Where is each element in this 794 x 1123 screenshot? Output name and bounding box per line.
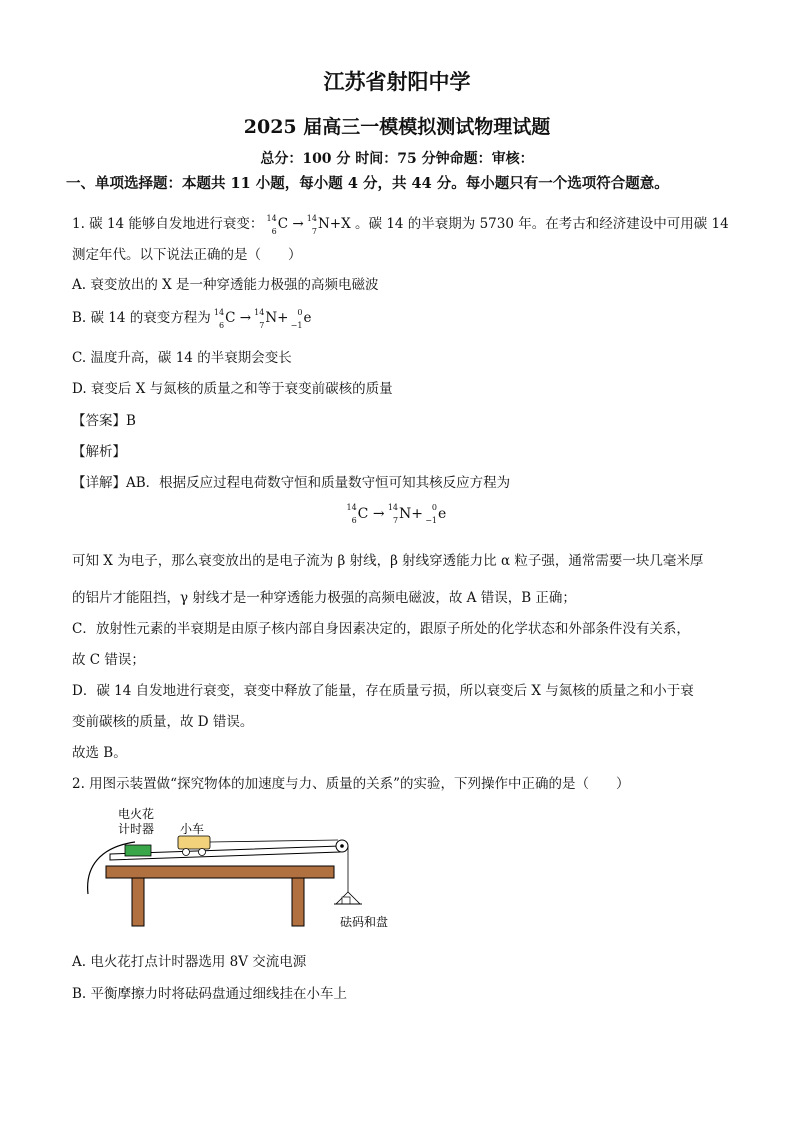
q1-stem-line1 bbox=[72, 212, 729, 235]
plus: + bbox=[277, 310, 289, 326]
arrow: → bbox=[372, 506, 385, 522]
q1-stem-a: 1. 碳 14 能够自发地进行衰变： bbox=[72, 216, 264, 232]
q1-detail-7: 变前碳核的质量，故 D 错误。 bbox=[72, 714, 254, 730]
pulley-axle bbox=[340, 844, 344, 848]
table-top bbox=[106, 866, 334, 878]
q1-analysis-label: 【解析】 bbox=[72, 444, 126, 460]
timer-label-2: 计时器 bbox=[118, 822, 155, 836]
e-mass: 0 bbox=[297, 307, 303, 317]
c-symbol: C bbox=[225, 310, 236, 326]
table-leg-right bbox=[292, 878, 304, 926]
q1-detail-5: 故 C 错误； bbox=[72, 652, 145, 668]
cart-wheel-right bbox=[199, 849, 206, 856]
c-symbol: C bbox=[357, 506, 369, 522]
c-mass: 14 bbox=[213, 307, 225, 317]
q1-stem-b: 。碳 14 的半衰期为 5730 年。在考古和经济建设中可用碳 14 bbox=[355, 216, 729, 232]
n-mass: 14 bbox=[306, 213, 317, 223]
n-symbol: N bbox=[317, 216, 330, 232]
q1-stem-line2: 测定年代。以下说法正确的是（ ） bbox=[72, 247, 302, 263]
table-leg-left bbox=[132, 878, 144, 926]
q1-detail-4: C．放射性元素的半衰期是由原子核内部自身因素决定的，跟原子所处的化学状态和外部条件没有关系， bbox=[72, 621, 690, 637]
exam-title: 2025 届高三一模模拟测试物理试题 bbox=[243, 116, 551, 138]
option-b-equation bbox=[213, 307, 312, 330]
c-symbol: C bbox=[277, 216, 289, 232]
n-charge: 7 bbox=[311, 226, 317, 236]
n-charge: 7 bbox=[392, 516, 399, 525]
decay-equation bbox=[266, 213, 355, 236]
c-charge: 6 bbox=[218, 320, 225, 330]
q1-detail-6: D．碳 14 自发地进行衰变，衰变中释放了能量，存在质量亏损，所以衰变后 X 与氮核的质量之和小于衰 bbox=[72, 683, 694, 699]
q1-detail-1: 【详解】AB．根据反应过程电荷数守恒和质量数守恒可知其核反应方程为 bbox=[72, 475, 511, 491]
n-mass: 14 bbox=[254, 307, 265, 317]
e-symbol: e bbox=[303, 310, 312, 326]
weights-label: 砝码和盘 bbox=[340, 915, 389, 929]
c-charge: 6 bbox=[271, 226, 277, 236]
e-symbol: e bbox=[438, 506, 447, 522]
q1-detail-2: 可知 X 为电子，那么衰变放出的是电子流为 β 射线，β 射线穿透能力比 α 粒子强，通常需要一块几毫米厚 bbox=[72, 553, 704, 569]
q2-stem: 2. 用图示装置做“探究物体的加速度与力、质量的关系”的实验，下列操作中正确的是（ ） bbox=[72, 776, 630, 792]
q2-option-b: B. 平衡摩擦力时将砝码盘通过细线挂在小车上 bbox=[72, 986, 348, 1002]
n-charge: 7 bbox=[259, 320, 265, 330]
n-mass: 14 bbox=[387, 503, 399, 512]
q1-option-b-prefix: B. 碳 14 的衰变方程为 bbox=[72, 310, 216, 326]
e-charge: −1 bbox=[425, 516, 438, 525]
e-charge: −1 bbox=[290, 320, 303, 330]
weight bbox=[342, 897, 350, 904]
c-mass: 14 bbox=[266, 213, 277, 223]
q1-option-d: D. 衰变后 X 与氮核的质量之和等于衰变前碳核的质量 bbox=[72, 381, 393, 397]
plus: + bbox=[411, 506, 424, 522]
n-symbol: N bbox=[399, 506, 412, 522]
cart-wheel-left bbox=[183, 849, 190, 856]
x-symbol: X bbox=[341, 216, 351, 232]
c-charge: 6 bbox=[351, 516, 357, 525]
q1-option-c: C. 温度升高，碳 14 的半衰期会变长 bbox=[72, 350, 292, 366]
q1-detail-3: 的铝片才能阻挡，γ 射线才是一种穿透能力极强的高频电磁波，故 A 错误，B 正确； bbox=[72, 590, 576, 606]
cart bbox=[178, 836, 210, 849]
exam-meta: 总分：100 分 时间：75 分钟命题：审核： bbox=[260, 151, 534, 167]
arrow: → bbox=[292, 216, 304, 232]
section-heading: 一、单项选择题：本题共 11 小题，每小题 4 分，共 44 分。每小题只有一个选项符合题意。 bbox=[66, 175, 669, 192]
timer-label-1: 电火花 bbox=[118, 807, 155, 821]
string bbox=[210, 840, 338, 842]
q1-answer: 【答案】B bbox=[72, 413, 136, 429]
q1-option-b bbox=[72, 306, 311, 329]
timer-device bbox=[125, 845, 151, 856]
plus: + bbox=[329, 216, 342, 232]
q2-option-a: A. 电火花打点计时器选用 8V 交流电源 bbox=[72, 954, 307, 970]
detail-equation bbox=[0, 504, 794, 524]
experiment-diagram bbox=[70, 802, 390, 942]
q1-detail-8: 故选 B。 bbox=[72, 745, 127, 761]
c-mass: 14 bbox=[346, 503, 357, 512]
q1-option-a: A. 衰变放出的 X 是一种穿透能力极强的高频电磁波 bbox=[72, 277, 379, 293]
arrow: → bbox=[239, 310, 252, 326]
cart-label: 小车 bbox=[180, 822, 205, 836]
n-symbol: N bbox=[265, 310, 278, 326]
e-mass: 0 bbox=[431, 503, 438, 512]
school-name: 江苏省射阳中学 bbox=[323, 69, 471, 94]
